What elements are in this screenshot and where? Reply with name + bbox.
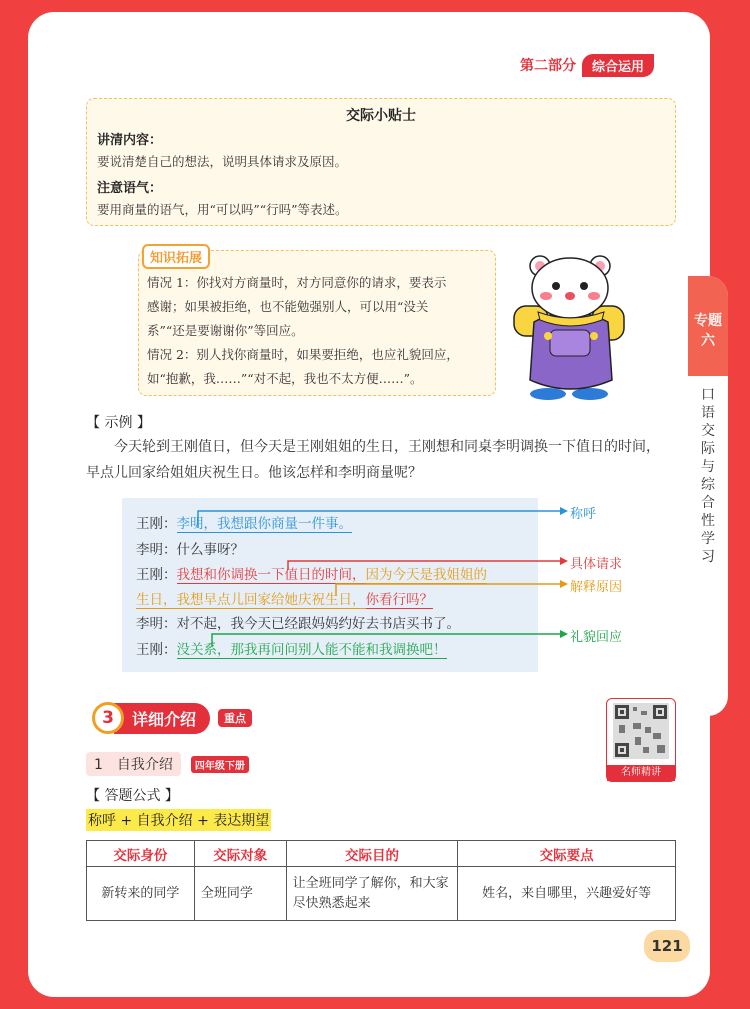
speaker: 王刚： bbox=[136, 567, 177, 583]
dialogue-text: 对不起，我今天已经跟妈妈约好去书店买书了。 bbox=[176, 616, 460, 632]
section-number: 3 bbox=[92, 702, 124, 734]
subsection-title: 1 自我介绍 bbox=[86, 752, 181, 776]
key-point-badge: 重点 bbox=[218, 709, 252, 727]
communication-table bbox=[86, 840, 676, 921]
specific-request-text: 你看行吗？ bbox=[365, 592, 433, 608]
speaker: 王刚： bbox=[136, 516, 177, 532]
subsection-header bbox=[86, 753, 249, 775]
table-header: 交际身份 bbox=[87, 841, 195, 867]
qr-code-icon bbox=[613, 703, 669, 759]
side-tab-topic: 专题六 bbox=[688, 276, 728, 376]
side-tab bbox=[688, 276, 728, 716]
grade-badge: 四年级下册 bbox=[191, 756, 249, 773]
ext-line: 如“抱歉，我……”“对不起，我也不太方便……”。 bbox=[147, 371, 423, 386]
qr-code[interactable] bbox=[606, 698, 676, 782]
dialogue-text: 什么事呀？ bbox=[176, 542, 244, 558]
example-title: 【 示例 】 bbox=[86, 415, 151, 431]
annotation-polite: 礼貌回应 bbox=[570, 630, 623, 645]
ext-line: 感谢；如果被拒绝，也不能勉强别人，可以用“没关 bbox=[147, 299, 429, 314]
table-row bbox=[87, 867, 676, 921]
knowledge-extension-badge: 知识拓展 bbox=[142, 244, 210, 269]
speaker: 李明： bbox=[136, 616, 177, 632]
tips-box bbox=[86, 98, 676, 226]
reason-text: 因为今天是我姐姐的 bbox=[365, 567, 487, 583]
dialogue-line bbox=[136, 588, 433, 608]
annotation-reason: 解释原因 bbox=[570, 580, 623, 595]
tips-text-tone: 要用商量的语气，用“可以吗”“行吗”等表述。 bbox=[97, 202, 348, 217]
annotation-address: 称呼 bbox=[570, 507, 597, 522]
knowledge-extension-box bbox=[138, 250, 496, 396]
page-number: 121 bbox=[644, 930, 690, 962]
tips-heading-content: 讲清内容： bbox=[97, 133, 163, 148]
table-header: 交际对象 bbox=[194, 841, 286, 867]
tips-text-content: 要说清楚自己的想法，说明具体请求及原因。 bbox=[97, 154, 348, 169]
ext-line: 情况 2：别人找你商量时，如果要拒绝，也应礼貌回应， bbox=[147, 347, 459, 362]
table-cell: 全班同学 bbox=[194, 867, 286, 921]
formula-title: 【 答题公式 】 bbox=[86, 788, 179, 804]
part-header bbox=[520, 54, 654, 76]
speaker: 李明： bbox=[136, 542, 177, 558]
dialogue-line bbox=[136, 563, 487, 583]
bear-mascot-illustration bbox=[508, 252, 632, 402]
table-header: 交际要点 bbox=[458, 841, 676, 867]
example-paragraph-line2: 早点儿回家给姐姐庆祝生日。他该怎样和李明商量呢？ bbox=[86, 465, 422, 481]
dialogue-line bbox=[136, 538, 244, 558]
reason-text: 生日，我想早点儿回家给她庆祝生日， bbox=[136, 592, 366, 608]
table-cell: 新转来的同学 bbox=[87, 867, 195, 921]
polite-response-text: 没关系，那我再问问别人能不能和我调换吧！ bbox=[176, 642, 447, 658]
tips-title: 交际小贴士 bbox=[346, 108, 416, 124]
dialogue-line bbox=[136, 512, 352, 532]
tips-heading-tone: 注意语气： bbox=[97, 181, 163, 196]
part-label: 第二部分 bbox=[520, 58, 576, 74]
ext-line: 情况 1：你找对方商量时，对方同意你的请求，要表示 bbox=[147, 275, 447, 290]
table-header: 交际目的 bbox=[286, 841, 458, 867]
dialogue-text: ，我想跟你商量一件事。 bbox=[203, 516, 352, 532]
section-3-header bbox=[92, 702, 252, 734]
table-cell: 让全班同学了解你，和大家尽快熟悉起来 bbox=[286, 867, 458, 921]
side-tab-title: 口语交际与综合性学习 bbox=[701, 387, 715, 565]
specific-request-text: 我想和你调换一下值日的时间， bbox=[176, 567, 366, 583]
formula-text: 称呼 + 自我介绍 + 表达期望 bbox=[86, 809, 271, 831]
annotation-request: 具体请求 bbox=[570, 557, 623, 572]
table-header-row bbox=[87, 841, 676, 867]
section-label: 综合运用 bbox=[582, 54, 654, 77]
section-title: 详细介绍 bbox=[114, 703, 210, 734]
dialogue-line bbox=[136, 612, 460, 632]
dialogue-line bbox=[136, 638, 447, 658]
speaker: 王刚： bbox=[136, 642, 177, 658]
address-term: 李明 bbox=[176, 516, 204, 532]
dialogue-box bbox=[122, 498, 538, 672]
qr-caption: 名师精讲 bbox=[607, 765, 675, 781]
table-cell: 姓名，来自哪里，兴趣爱好等 bbox=[458, 867, 676, 921]
example-paragraph-line1: 今天轮到王刚值日，但今天是王刚姐姐的生日，王刚想和同桌李明调换一下值日的时间， bbox=[114, 439, 660, 455]
ext-line: 系”“还是要谢谢你”等回应。 bbox=[147, 323, 304, 338]
